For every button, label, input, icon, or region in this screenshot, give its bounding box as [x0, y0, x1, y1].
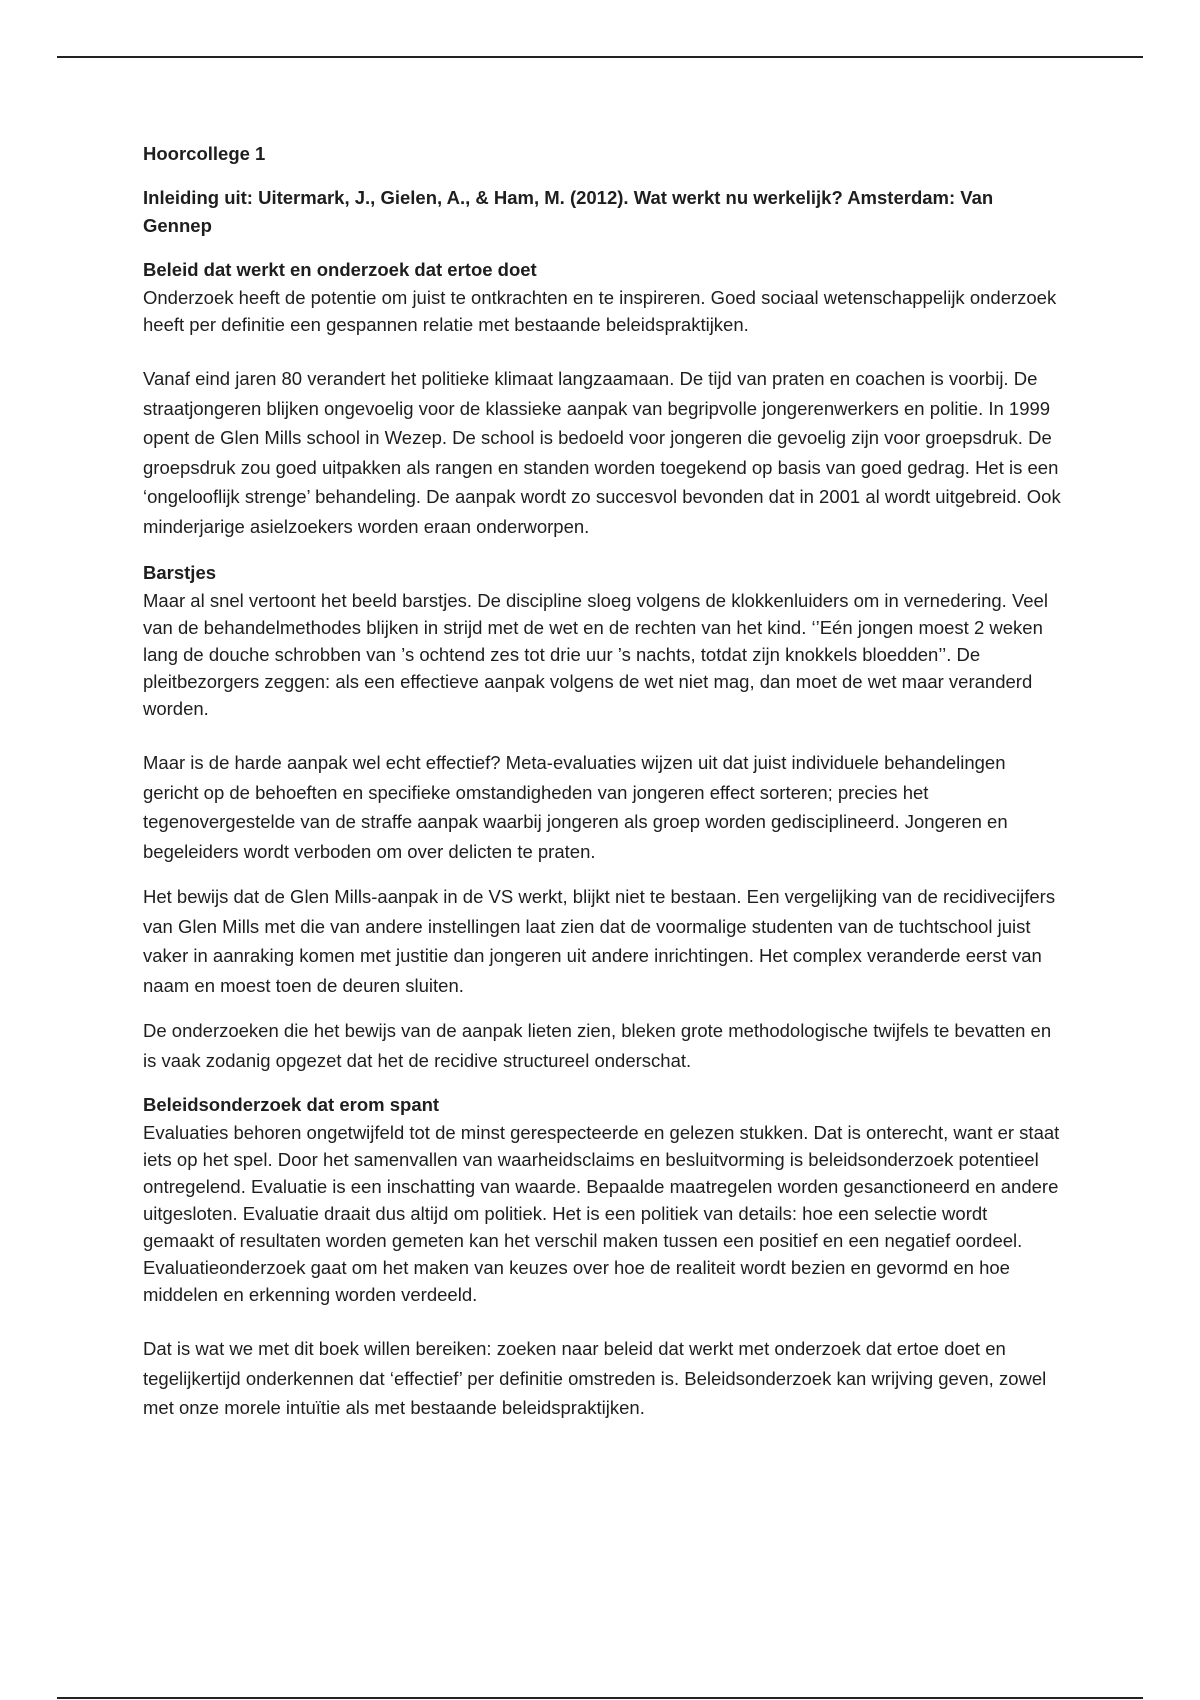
paragraph: Maar is de harde aanpak wel echt effectief? Meta-evaluaties wijzen uit dat juist individuele behandelingen gericht op de behoeften en specifieke omstandigheden van jongeren effect sorteren; precies het tegenovergestelde van de straffe aanpak waarbij jongeren als groep worden gedisciplineerd. Jongeren en begeleiders wordt verboden om over delicten te praten.: [143, 752, 1008, 862]
document-title: Hoorcollege 1: [143, 143, 266, 164]
section-heading: Barstjes: [143, 562, 217, 583]
source-citation: Inleiding uit: Uitermark, J., Gielen, A., & Ham, M. (2012). Wat werkt nu werkelijk? Amsterdam: Van Gennep: [143, 187, 994, 236]
paragraph: Het bewijs dat de Glen Mills-aanpak in de VS werkt, blijkt niet te bestaan. Een vergelijking van de recidivecijfers van Glen Mills met die van andere instellingen laat zien dat de voormalige studenten van de tuchtschool juist vaker in aanraking komen met justitie dan jongeren uit andere inrichtingen. Het complex veranderde eerst van naam en moest toen de deuren sluiten.: [143, 886, 1056, 996]
section-heading: Beleid dat werkt en onderzoek dat ertoe doet: [143, 259, 537, 280]
paragraph: Maar al snel vertoont het beeld barstjes. De discipline sloeg volgens de klokkenluiders om in vernedering. Veel van de behandelmethodes blijken in strijd met de wet en de rechten van het kind. ‘’Eén jongen moest 2 weken lang de douche schrobben van ’s ochtend zes tot drie uur ’s nachts, totdat zijn knokkels bloedden’’. De pleitbezorgers zeggen: als een effectieve aanpak volgens de wet niet mag, dan moet de wet maar veranderd worden.: [143, 590, 1048, 719]
paragraph: Evaluaties behoren ongetwijfeld tot de minst gerespecteerde en gelezen stukken. Dat is onterecht, want er staat iets op het spel. Door het samenvallen van waarheidsclaims en besluitvorming is beleidsonderzoek potentieel ontregelend. Evaluatie is een inschatting van waarde. Bepaalde maatregelen worden gesanctioneerd en andere uitgesloten. Evaluatie draait dus altijd om politiek. Het is een politiek van details: hoe een selectie wordt gemaakt of resultaten worden gemeten kan het verschil maken tussen een positief en een negatief oordeel. Evaluatieonderzoek gaat om het maken van keuzes over hoe de realiteit wordt bezien en gevormd en hoe middelen en erkenning worden verdeeld.: [143, 1122, 1060, 1305]
section-heading: Beleidsonderzoek dat erom spant: [143, 1094, 440, 1115]
header-rule: [57, 56, 1143, 58]
paragraph: Dat is wat we met dit boek willen bereiken: zoeken naar beleid dat werkt met onderzoek dat ertoe doet en tegelijkertijd onderkennen dat ‘effectief’ per definitie omstreden is. Beleidsonderzoek kan wrijving geven, zowel met onze morele intuïtie als met bestaande beleidspraktijken.: [143, 1338, 1047, 1418]
paragraph: Vanaf eind jaren 80 verandert het politieke klimaat langzaamaan. De tijd van praten en coachen is voorbij. De straatjongeren blijken ongevoelig voor de klassieke aanpak van begripvolle jongerenwerkers en politie. In 1999 opent de Glen Mills school in Wezep. De school is bedoeld voor jongeren die gevoelig zijn voor groepsdruk. De groepsdruk zou goed uitpakken als rangen en standen worden toegekend op basis van goed gedrag. Het is een ‘ongelooflijk strenge’ behandeling. De aanpak wordt zo succesvol bevonden dat in 2001 al wordt uitgebreid. Ook minderjarige asielzoekers worden eraan onderworpen.: [143, 368, 1061, 537]
document-body: [143, 140, 1063, 1423]
footer-rule: [57, 1697, 1143, 1699]
paragraph: Onderzoek heeft de potentie om juist te ontkrachten en te inspireren. Goed sociaal wetenschappelijk onderzoek heeft per definitie een gespannen relatie met bestaande beleidspraktijken.: [143, 287, 1057, 335]
paragraph: De onderzoeken die het bewijs van de aanpak lieten zien, bleken grote methodologische twijfels te bevatten en is vaak zodanig opgezet dat het de recidive structureel onderschat.: [143, 1020, 1052, 1071]
